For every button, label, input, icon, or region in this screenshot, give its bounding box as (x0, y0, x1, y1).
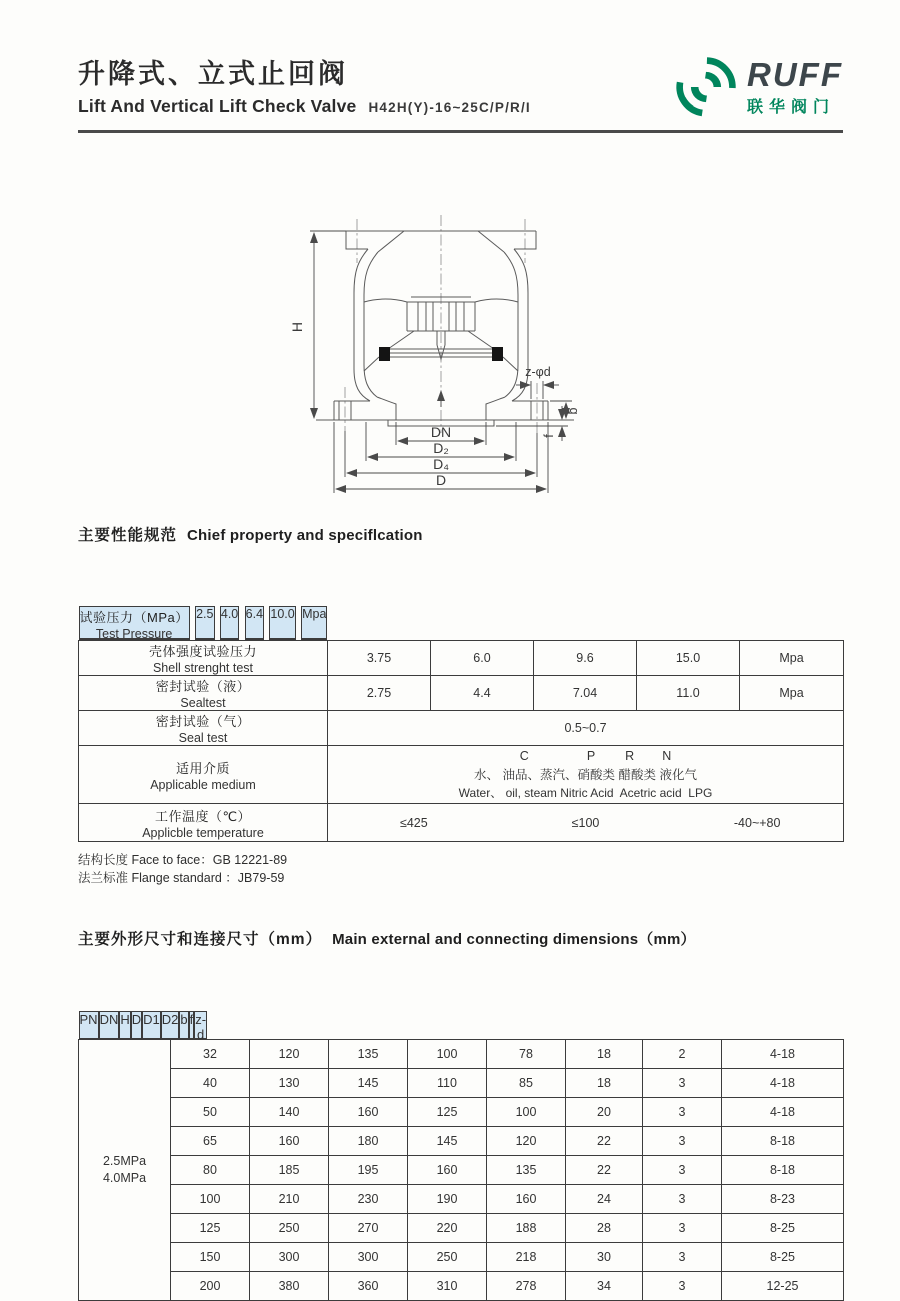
row-label-en: Test Pressure (95, 627, 173, 641)
table-cell: 3.75 (328, 641, 431, 676)
table-cell: 40 (171, 1069, 250, 1098)
table-cell: 130 (250, 1069, 329, 1098)
section2-title-en: Main external and connecting dimensions（mm） (332, 931, 696, 949)
row-label (79, 746, 328, 804)
table-cell: 4.0 (220, 606, 239, 640)
table-cell: 120 (487, 1127, 566, 1156)
table-cell: 50 (171, 1098, 250, 1127)
table-cell-unit: Mpa (301, 606, 327, 640)
table-row (79, 1127, 844, 1156)
section1-title-en: Chief property and speciflcation (187, 527, 423, 544)
table-cell: 78 (487, 1040, 566, 1069)
table-cell-unit: Mpa (740, 676, 844, 711)
table-cell: 2.5 (195, 606, 214, 640)
dim-label-dn: DN (430, 424, 451, 440)
medium-en: Water、 oil, steam Nitric Acid Acetric acid LPG (458, 785, 713, 800)
row-label-en: Shell strenght test (152, 661, 254, 675)
header-divider (78, 130, 843, 133)
dim-label-d2: D₂ (432, 440, 449, 456)
logo-swirl-icon (673, 54, 739, 120)
medium-cell (328, 746, 844, 804)
page-title-zh: 升降式、立式止回阀 (78, 59, 348, 89)
row-label-zh: 壳体强度试验压力 (148, 644, 257, 659)
table-cell: 3 (643, 1069, 722, 1098)
table-cell: 200 (171, 1272, 250, 1301)
table-cell: 6.4 (245, 606, 264, 640)
column-header: DN (99, 1011, 120, 1039)
row-label-zh: 密封试验（液） (155, 679, 251, 694)
table-cell: 4-18 (722, 1098, 844, 1127)
table-cell: 160 (329, 1098, 408, 1127)
row-label (79, 711, 328, 746)
table-cell: 12-25 (722, 1272, 844, 1301)
table-cell: 250 (408, 1243, 487, 1272)
dim-label-h: H (288, 321, 305, 333)
temp-value: -40~+80 (733, 815, 781, 830)
table-row (79, 641, 844, 676)
medium-code: P (586, 748, 596, 763)
table-cell: 380 (250, 1272, 329, 1301)
dim-label-d4: D₄ (432, 456, 449, 472)
table-cell: 310 (408, 1272, 487, 1301)
table-cell: 8-25 (722, 1243, 844, 1272)
table-cell: 34 (566, 1272, 643, 1301)
table-cell: 250 (250, 1214, 329, 1243)
table-cell: 125 (171, 1214, 250, 1243)
table-cell: 80 (171, 1156, 250, 1185)
table-cell: 85 (487, 1069, 566, 1098)
table-cell: 230 (329, 1185, 408, 1214)
table-cell: 135 (487, 1156, 566, 1185)
table-cell: 270 (329, 1214, 408, 1243)
section-title-performance (78, 523, 843, 545)
row-label (79, 804, 328, 842)
table-cell: 3 (643, 1214, 722, 1243)
table-cell: 180 (329, 1127, 408, 1156)
table-cell: 7.04 (534, 676, 637, 711)
row-label-en: Applicable medium (150, 777, 256, 792)
table-cell: 4.4 (431, 676, 534, 711)
table-cell: 28 (566, 1214, 643, 1243)
company-logo (673, 54, 843, 120)
table-cell: 218 (487, 1243, 566, 1272)
table-cell: 8-18 (722, 1156, 844, 1185)
table-cell: 8-25 (722, 1214, 844, 1243)
table-row (79, 1098, 844, 1127)
dim-label-b: b (565, 407, 580, 415)
table-row (79, 1040, 844, 1069)
dim-label-d: D (435, 472, 446, 488)
table-header-row (79, 959, 171, 1039)
table-cell: 3 (643, 1098, 722, 1127)
table-cell: 8-23 (722, 1185, 844, 1214)
table-cell: 24 (566, 1185, 643, 1214)
medium-zh: 水、 油品、蒸汽、硝酸类 醋酸类 液化气 (474, 767, 697, 782)
temp-value: ≤425 (399, 815, 428, 830)
row-label-zh: 密封试验（气） (155, 714, 251, 729)
table-cell: 160 (250, 1127, 329, 1156)
column-header: D2 (161, 1011, 180, 1039)
table-cell: 135 (329, 1040, 408, 1069)
column-header: D (131, 1011, 142, 1039)
seal-left (379, 347, 390, 361)
dim-label-zd: z-φd (524, 365, 551, 379)
table-row (79, 554, 328, 640)
page-header (78, 0, 843, 120)
table-cell: 100 (487, 1098, 566, 1127)
table-cell: 30 (566, 1243, 643, 1272)
table-cell: 3 (643, 1156, 722, 1185)
table-cell: 125 (408, 1098, 487, 1127)
pn-cell (79, 1040, 171, 1301)
table-cell: 4-18 (722, 1069, 844, 1098)
table-cell: 18 (566, 1040, 643, 1069)
column-header: D1 (142, 1011, 161, 1039)
medium-code: N (662, 748, 672, 763)
medium-code: C (519, 748, 529, 763)
row-label-en: Seal test (178, 731, 228, 745)
medium-code: R (625, 748, 635, 763)
table-row (79, 1185, 844, 1214)
section-title-dimensions (78, 927, 843, 949)
table-row (79, 1069, 844, 1098)
dimensions-table (78, 959, 844, 1301)
table-cell: 6.0 (431, 641, 534, 676)
column-header: PN (79, 1011, 99, 1039)
table-cell: 3 (643, 1185, 722, 1214)
model-code: H42H(Y)-16~25C/P/R/I (368, 100, 531, 115)
table-cell: 100 (171, 1185, 250, 1214)
company-name-text: 联华阀门 (747, 98, 836, 116)
table-row (79, 1243, 844, 1272)
table-cell: 3 (643, 1272, 722, 1301)
column-header: H (119, 1011, 130, 1039)
medium-codes (328, 749, 843, 763)
table-row (79, 1156, 844, 1185)
table-cell-span: 0.5~0.7 (328, 711, 844, 746)
row-label (79, 606, 190, 640)
table-row (79, 711, 844, 746)
row-label-en: Applicble temperature (142, 825, 264, 840)
table-cell: 9.6 (534, 641, 637, 676)
table-cell: 32 (171, 1040, 250, 1069)
pn-line: 4.0MPa (102, 1171, 147, 1186)
table-cell: 10.0 (269, 606, 295, 640)
table-cell: 11.0 (637, 676, 740, 711)
table-cell: 15.0 (637, 641, 740, 676)
table-cell: 188 (487, 1214, 566, 1243)
temperature-cell (328, 804, 844, 842)
seal-right (492, 347, 503, 361)
section2-title-zh: 主要外形尺寸和连接尺寸（mm） (78, 931, 323, 949)
table-cell: 4-18 (722, 1040, 844, 1069)
table-cell: 300 (329, 1243, 408, 1272)
dim-label-f: f (541, 434, 556, 438)
table-cell-unit: Mpa (740, 641, 844, 676)
row-label-zh: 适用介质 (175, 760, 230, 776)
performance-table (78, 554, 844, 842)
standards-notes (78, 851, 843, 887)
table-cell: 65 (171, 1127, 250, 1156)
table-cell: 195 (329, 1156, 408, 1185)
table-cell: 22 (566, 1127, 643, 1156)
note-face-to-face: 结构长度 Face to face：GB 12221-89 (78, 853, 288, 867)
table-cell: 120 (250, 1040, 329, 1069)
page-title-en: Lift And Vertical Lift Check Valve (78, 96, 357, 116)
table-cell: 100 (408, 1040, 487, 1069)
row-label-en: Sealtest (180, 696, 226, 710)
table-cell: 3 (643, 1243, 722, 1272)
table-cell: 190 (408, 1185, 487, 1214)
dimensions-table-body (79, 959, 844, 1301)
table-row (79, 804, 844, 842)
table-cell: 360 (329, 1272, 408, 1301)
valve-cross-section-drawing (276, 205, 646, 505)
table-cell: 220 (408, 1214, 487, 1243)
table-cell: 145 (408, 1127, 487, 1156)
table-cell: 210 (250, 1185, 329, 1214)
table-row (79, 676, 844, 711)
table-cell: 185 (250, 1156, 329, 1185)
table-cell: 20 (566, 1098, 643, 1127)
table-cell: 110 (408, 1069, 487, 1098)
table-cell: 160 (408, 1156, 487, 1185)
temp-value: ≤100 (571, 815, 600, 830)
row-label-zh: 工作温度（℃） (154, 808, 252, 824)
table-cell: 300 (250, 1243, 329, 1272)
title-block (78, 52, 531, 117)
table-cell: 2 (643, 1040, 722, 1069)
section1-title-zh: 主要性能规范 (78, 527, 178, 544)
column-header: b (179, 1011, 188, 1039)
pn-line: 2.5MPa (102, 1154, 147, 1169)
table-cell: 8-18 (722, 1127, 844, 1156)
table-cell: 3 (643, 1127, 722, 1156)
table-cell: 278 (487, 1272, 566, 1301)
row-label-zh: 试验压力（MPa） (79, 610, 189, 625)
table-cell: 2.75 (328, 676, 431, 711)
table-cell: 18 (566, 1069, 643, 1098)
table-cell: 22 (566, 1156, 643, 1185)
column-header: z-d (195, 1012, 207, 1043)
table-row (79, 1272, 844, 1301)
table-cell: 145 (329, 1069, 408, 1098)
column-header: f (189, 1011, 195, 1039)
table-row (79, 746, 844, 804)
row-label (79, 676, 328, 711)
brand-text: RUFF (747, 55, 843, 93)
table-cell: 150 (171, 1243, 250, 1272)
row-label (79, 641, 328, 676)
table-cell: 160 (487, 1185, 566, 1214)
note-flange-standard: 法兰标准 Flange standard ：JB79-59 (78, 871, 285, 886)
table-cell: 140 (250, 1098, 329, 1127)
table-row (79, 1214, 844, 1243)
